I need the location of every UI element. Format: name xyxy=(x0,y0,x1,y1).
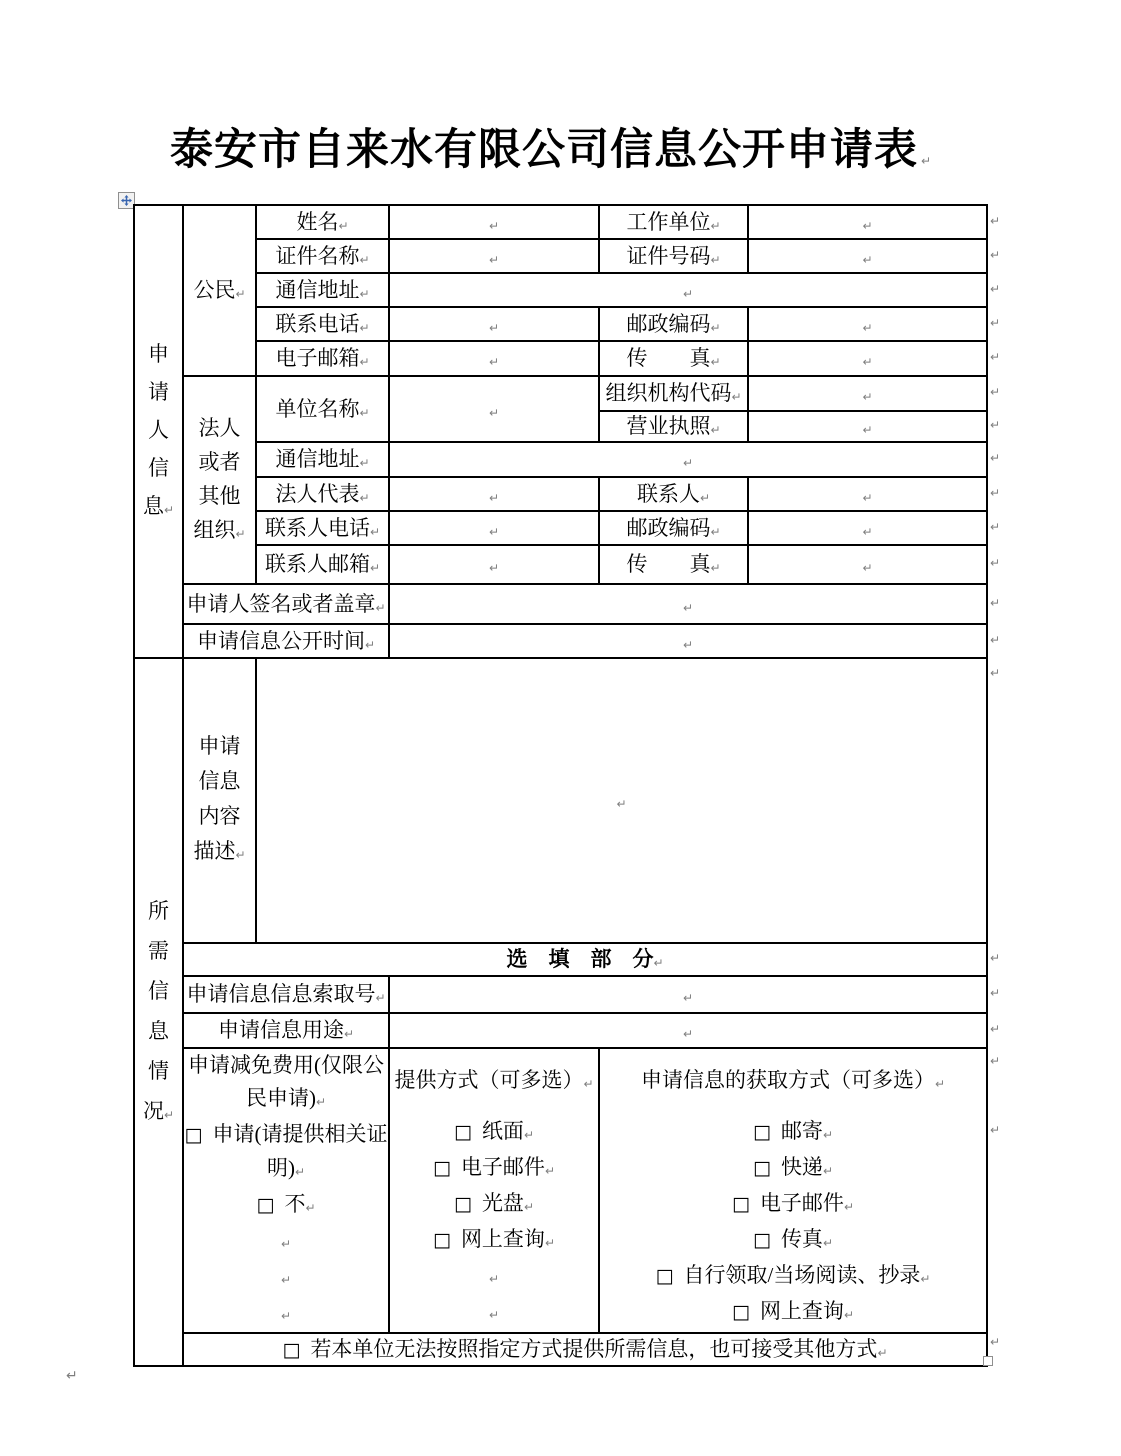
obtain-option: □ 传真↵ xyxy=(600,1223,986,1259)
end-of-row-mark: ↵ xyxy=(990,1022,1001,1036)
paragraph-mark: ↵ xyxy=(920,154,932,168)
citizen-group-label: 公民 xyxy=(193,278,236,303)
end-of-cell-mark: ↵ xyxy=(163,503,175,517)
end-of-cell-mark: ↵ xyxy=(375,991,386,1006)
end-of-row-mark: ↵ xyxy=(990,1054,1001,1068)
legal-fax-label: 传 真 xyxy=(626,552,711,577)
index-label-cell xyxy=(183,976,389,1013)
end-of-row-mark: ↵ xyxy=(990,596,1001,610)
end-of-cell-mark: ↵ xyxy=(710,524,721,539)
end-of-cell-mark: ↵ xyxy=(359,490,370,505)
end-of-row-mark: ↵ xyxy=(990,486,1001,500)
paragraph-mark: ↵ xyxy=(305,1201,316,1215)
end-of-cell-mark: ↵ xyxy=(364,637,376,652)
page-title-text: 泰安市自来水有限公司信息公开申请表 xyxy=(169,127,918,174)
end-of-row-mark: ↵ xyxy=(990,951,1001,965)
paragraph-mark: ↵ xyxy=(920,1272,931,1286)
contact-email-label: 联系人邮箱 xyxy=(264,552,370,577)
end-of-cell-mark: ↵ xyxy=(862,490,873,505)
id-type-label: 证件名称 xyxy=(275,243,360,268)
side-char: 人 xyxy=(148,418,169,442)
end-of-row-mark: ↵ xyxy=(990,633,1001,647)
id-number-label-cell xyxy=(599,239,748,273)
paragraph-mark: ↵ xyxy=(843,1200,854,1214)
id-number-label: 证件号码 xyxy=(626,243,711,268)
unit-name-label-cell xyxy=(256,376,389,442)
side-char: 需 xyxy=(148,938,169,963)
required-side-label xyxy=(135,891,182,1134)
citizen-fax-label-cell xyxy=(599,341,748,376)
citizen-fax-value-cell[interactable] xyxy=(748,341,987,376)
end-of-cell-mark: ↵ xyxy=(682,456,694,471)
end-of-row-mark: ↵ xyxy=(990,418,1001,432)
move-arrows-icon xyxy=(121,195,132,206)
citizen-address-label: 通信地址 xyxy=(275,277,360,302)
paragraph-mark: ↵ xyxy=(280,1273,292,1287)
citizen-fax-label: 传 真 xyxy=(626,346,711,371)
name-label: 姓名 xyxy=(296,209,339,234)
side-char: 息 xyxy=(142,494,164,518)
end-of-cell-mark: ↵ xyxy=(488,490,500,505)
end-of-cell-mark: ↵ xyxy=(369,524,381,539)
side-char: 信 xyxy=(148,978,169,1003)
end-of-row-mark: ↵ xyxy=(990,385,1001,399)
paragraph-mark: ↵ xyxy=(822,1128,833,1142)
empty-line xyxy=(184,1224,388,1260)
legal-group-line: 法人 xyxy=(198,415,241,440)
checkbox-icon[interactable]: □ xyxy=(184,1124,203,1146)
desc-label-line: 信息 xyxy=(198,769,241,793)
end-of-cell-mark: ↵ xyxy=(682,1027,694,1042)
license-label: 营业执照 xyxy=(626,414,711,439)
end-of-cell-mark: ↵ xyxy=(359,320,370,335)
paragraph-mark: ↵ xyxy=(544,1164,555,1178)
unit-name-value-cell[interactable] xyxy=(389,376,599,442)
end-of-cell-mark: ↵ xyxy=(653,956,664,971)
end-of-cell-mark: ↵ xyxy=(488,218,500,233)
end-of-row-mark: ↵ xyxy=(990,986,1001,1000)
end-of-cell-mark: ↵ xyxy=(862,355,873,370)
end-of-row-mark: ↵ xyxy=(990,666,1001,680)
org-code-value-cell[interactable] xyxy=(748,376,987,411)
end-of-cell-mark: ↵ xyxy=(710,355,721,370)
desc-label-line: 内容 xyxy=(198,804,241,828)
obtain-option: □ 邮寄↵ xyxy=(600,1115,986,1151)
contact-value-cell[interactable] xyxy=(748,477,987,511)
end-of-cell-mark: ↵ xyxy=(359,355,370,370)
applicant-side-label xyxy=(135,335,182,528)
side-char: 信 xyxy=(148,456,169,480)
applicant-side-cell xyxy=(134,205,183,658)
required-side-cell xyxy=(134,658,183,1366)
legal-postal-value-cell[interactable] xyxy=(748,511,987,545)
org-code-label: 组织机构代码 xyxy=(605,381,732,406)
end-of-cell-mark: ↵ xyxy=(862,423,873,438)
obtain-option: □ 自行领取/当场阅读、抄录↵ xyxy=(600,1259,986,1295)
end-of-row-mark: ↵ xyxy=(990,214,1001,228)
index-value-cell[interactable] xyxy=(389,976,987,1013)
end-of-cell-mark: ↵ xyxy=(359,252,370,267)
side-char: 情 xyxy=(148,1058,169,1083)
email-label: 电子邮箱 xyxy=(275,346,360,371)
name-label-cell xyxy=(256,205,389,239)
optional-header-cell xyxy=(183,943,987,976)
delivery-title: 提供方式（可多选）↵ xyxy=(390,1064,598,1100)
legal-fax-label-cell xyxy=(599,545,748,584)
page-title xyxy=(0,116,1101,177)
legal-postal-label-cell xyxy=(599,511,748,545)
checkbox-icon[interactable]: □ xyxy=(752,1229,771,1251)
end-of-cell-mark: ↵ xyxy=(488,252,500,267)
end-of-cell-mark: ↵ xyxy=(710,218,721,233)
citizen-group-cell xyxy=(183,205,256,376)
legal-group-cell xyxy=(183,376,256,584)
open-time-label: 申请信息公开时间 xyxy=(196,628,365,653)
checkbox-icon[interactable]: □ xyxy=(432,1229,451,1251)
end-of-row-mark: ↵ xyxy=(990,316,1001,330)
paragraph-mark: ↵ xyxy=(488,1308,500,1322)
end-of-cell-mark: ↵ xyxy=(862,320,873,335)
obtain-option: □ 快递↵ xyxy=(600,1151,986,1187)
other-note-cell xyxy=(183,1333,987,1366)
obtain-cell xyxy=(599,1048,987,1333)
checkbox-icon[interactable]: □ xyxy=(453,1193,472,1215)
end-of-row-mark: ↵ xyxy=(990,556,1001,570)
representative-value-cell[interactable] xyxy=(389,477,599,511)
empty-line xyxy=(184,1296,388,1332)
paragraph-mark: ↵ xyxy=(544,1236,555,1250)
paragraph-mark: ↵ xyxy=(934,1077,946,1091)
checkbox-icon[interactable]: □ xyxy=(731,1301,750,1323)
end-of-cell-mark: ↵ xyxy=(616,797,627,812)
email-value-cell[interactable] xyxy=(389,341,599,376)
table-resize-handle[interactable] xyxy=(983,1356,993,1366)
end-of-row-mark: ↵ xyxy=(990,282,1001,296)
fee-option-no: □ 不↵ xyxy=(184,1188,388,1224)
end-of-cell-mark: ↵ xyxy=(862,524,873,539)
open-time-value-cell[interactable] xyxy=(389,624,987,658)
end-of-cell-mark: ↵ xyxy=(359,286,370,301)
license-label-cell xyxy=(599,411,748,442)
paragraph-mark: ↵ xyxy=(523,1128,534,1142)
empty-line xyxy=(390,1295,598,1331)
delivery-option: □ 光盘↵ xyxy=(390,1187,598,1223)
delivery-option: □ 电子邮件↵ xyxy=(390,1151,598,1187)
contact-label-cell xyxy=(599,477,748,511)
side-char: 请 xyxy=(148,380,169,404)
purpose-value-cell[interactable] xyxy=(389,1013,987,1048)
email-label-cell xyxy=(256,341,389,376)
end-of-row-mark: ↵ xyxy=(990,350,1001,364)
side-char: 息 xyxy=(148,1018,169,1043)
after-table-paragraph-mark: ↵ xyxy=(66,1368,78,1384)
desc-content-cell[interactable] xyxy=(256,658,987,943)
end-of-cell-mark: ↵ xyxy=(359,405,370,420)
end-of-cell-mark: ↵ xyxy=(369,561,381,576)
end-of-row-mark: ↵ xyxy=(990,248,1001,262)
checkbox-icon[interactable]: □ xyxy=(752,1157,771,1179)
end-of-cell-mark: ↵ xyxy=(343,1027,355,1042)
id-type-label-cell xyxy=(256,239,389,273)
end-of-cell-mark: ↵ xyxy=(682,637,694,652)
paragraph-mark: ↵ xyxy=(280,1237,292,1251)
empty-line xyxy=(184,1260,388,1296)
side-char: 况 xyxy=(142,1098,164,1123)
citizen-address-label-cell xyxy=(256,273,389,307)
signature-label-cell xyxy=(183,584,389,624)
end-of-cell-mark: ↵ xyxy=(862,561,873,576)
optional-header-label: 选 填 部 分 xyxy=(506,947,654,972)
legal-group-line: 或者 xyxy=(198,449,241,474)
end-of-cell-mark: ↵ xyxy=(862,390,873,405)
purpose-label: 申请信息用途 xyxy=(217,1018,344,1043)
work-unit-label-cell xyxy=(599,205,748,239)
phone-label-cell xyxy=(256,307,389,341)
side-char: 所 xyxy=(148,898,169,923)
representative-label-cell xyxy=(256,477,389,511)
checkbox-icon[interactable]: □ xyxy=(752,1121,771,1143)
end-of-row-mark: ↵ xyxy=(990,451,1001,465)
legal-group-line: 组织 xyxy=(193,517,236,542)
id-number-value-cell[interactable] xyxy=(748,239,987,273)
contact-email-value-cell[interactable] xyxy=(389,545,599,584)
paragraph-mark: ↵ xyxy=(294,1165,306,1179)
end-of-cell-mark: ↵ xyxy=(710,252,721,267)
obtain-title: 申请信息的获取方式（可多选）↵ xyxy=(600,1064,986,1100)
paragraph-mark: ↵ xyxy=(822,1236,833,1250)
citizen-postal-label-cell xyxy=(599,307,748,341)
checkbox-icon[interactable]: □ xyxy=(256,1194,275,1216)
signature-label: 申请人签名或者盖章 xyxy=(186,591,376,616)
phone-value-cell[interactable] xyxy=(389,307,599,341)
delivery-option: □ 网上查询↵ xyxy=(390,1223,598,1259)
checkbox-icon[interactable]: □ xyxy=(432,1157,451,1179)
paragraph-mark: ↵ xyxy=(523,1200,534,1214)
legal-fax-value-cell[interactable] xyxy=(748,545,987,584)
end-of-cell-mark: ↵ xyxy=(488,405,500,420)
end-of-cell-mark: ↵ xyxy=(488,355,500,370)
paragraph-mark: ↵ xyxy=(822,1164,833,1178)
purpose-label-cell xyxy=(183,1013,389,1048)
delivery-option: □ 纸面↵ xyxy=(390,1115,598,1151)
contact-email-label-cell xyxy=(256,545,389,584)
legal-address-value-cell[interactable] xyxy=(389,442,987,477)
end-of-cell-mark: ↵ xyxy=(359,456,370,471)
index-label: 申请信息信息索取号 xyxy=(186,982,376,1007)
empty-line xyxy=(390,1259,598,1295)
legal-group-line: 其他 xyxy=(198,483,241,508)
fee-title: 申请减免费用(仅限公民申请)↵ xyxy=(184,1049,388,1118)
contact-phone-value-cell[interactable] xyxy=(389,511,599,545)
checkbox-icon[interactable]: □ xyxy=(282,1339,301,1362)
paragraph-mark: ↵ xyxy=(488,1272,500,1286)
paragraph-mark: ↵ xyxy=(280,1309,292,1323)
end-of-cell-mark: ↵ xyxy=(710,561,721,576)
id-type-value-cell[interactable] xyxy=(389,239,599,273)
work-unit-value-cell[interactable] xyxy=(748,205,987,239)
citizen-postal-value-cell[interactable] xyxy=(748,307,987,341)
end-of-cell-mark: ↵ xyxy=(488,561,500,576)
end-of-cell-mark: ↵ xyxy=(235,287,246,302)
end-of-cell-mark: ↵ xyxy=(699,490,711,505)
paragraph-mark: ↵ xyxy=(583,1077,594,1091)
legal-address-label-cell xyxy=(256,442,389,477)
unit-name-label: 单位名称 xyxy=(275,396,360,421)
delivery-cell xyxy=(389,1048,599,1333)
end-of-cell-mark: ↵ xyxy=(235,526,246,541)
end-of-cell-mark: ↵ xyxy=(877,1346,888,1361)
end-of-cell-mark: ↵ xyxy=(488,524,500,539)
end-of-cell-mark: ↵ xyxy=(682,991,694,1006)
side-char: 申 xyxy=(148,342,169,366)
org-code-label-cell xyxy=(599,376,748,411)
end-of-cell-mark: ↵ xyxy=(731,390,742,405)
desc-label-line: 描述 xyxy=(193,839,236,863)
open-time-label-cell xyxy=(183,624,389,658)
checkbox-icon[interactable]: □ xyxy=(731,1193,750,1215)
end-of-cell-mark: ↵ xyxy=(682,286,694,301)
checkbox-icon[interactable]: □ xyxy=(453,1121,472,1143)
end-of-cell-mark: ↵ xyxy=(862,252,873,267)
end-of-cell-mark: ↵ xyxy=(338,218,349,233)
end-of-cell-mark: ↵ xyxy=(862,218,873,233)
end-of-cell-mark: ↵ xyxy=(710,423,721,438)
legal-postal-label: 邮政编码 xyxy=(626,515,711,540)
desc-label-line: 申请 xyxy=(198,734,241,758)
work-unit-label: 工作单位 xyxy=(626,209,711,234)
application-form-table xyxy=(133,204,988,1367)
end-of-cell-mark: ↵ xyxy=(163,1107,175,1122)
end-of-row-mark: ↵ xyxy=(990,1123,1001,1137)
end-of-cell-mark: ↵ xyxy=(710,320,721,335)
fee-cell xyxy=(183,1048,389,1333)
end-of-cell-mark: ↵ xyxy=(235,848,246,862)
desc-label-cell xyxy=(183,658,256,943)
other-note-label: 若本单位无法按照指定方式提供所需信息，也可接受其他方式 xyxy=(310,1337,878,1362)
paragraph-mark: ↵ xyxy=(843,1308,854,1322)
name-value-cell[interactable] xyxy=(389,205,599,239)
end-of-cell-mark: ↵ xyxy=(375,600,386,615)
obtain-option: □ 电子邮件↵ xyxy=(600,1187,986,1223)
contact-label: 联系人 xyxy=(636,481,700,506)
citizen-postal-label: 邮政编码 xyxy=(626,311,711,336)
paragraph-mark: ↵ xyxy=(315,1095,327,1109)
license-value-cell[interactable] xyxy=(748,411,987,442)
signature-value-cell[interactable] xyxy=(389,584,987,624)
end-of-cell-mark: ↵ xyxy=(488,320,500,335)
end-of-cell-mark: ↵ xyxy=(682,600,694,615)
legal-address-label: 通信地址 xyxy=(275,447,360,472)
phone-label: 联系电话 xyxy=(275,311,360,336)
checkbox-icon[interactable]: □ xyxy=(655,1265,674,1287)
citizen-address-value-cell[interactable] xyxy=(389,273,987,307)
fee-option-apply: □ 申请(请提供相关证明)↵ xyxy=(184,1118,388,1188)
end-of-row-mark: ↵ xyxy=(990,1335,1001,1349)
representative-label: 法人代表 xyxy=(275,481,360,506)
end-of-row-mark: ↵ xyxy=(990,520,1001,534)
contact-phone-label-cell xyxy=(256,511,389,545)
contact-phone-label: 联系人电话 xyxy=(264,515,370,540)
obtain-option: □ 网上查询↵ xyxy=(600,1295,986,1331)
